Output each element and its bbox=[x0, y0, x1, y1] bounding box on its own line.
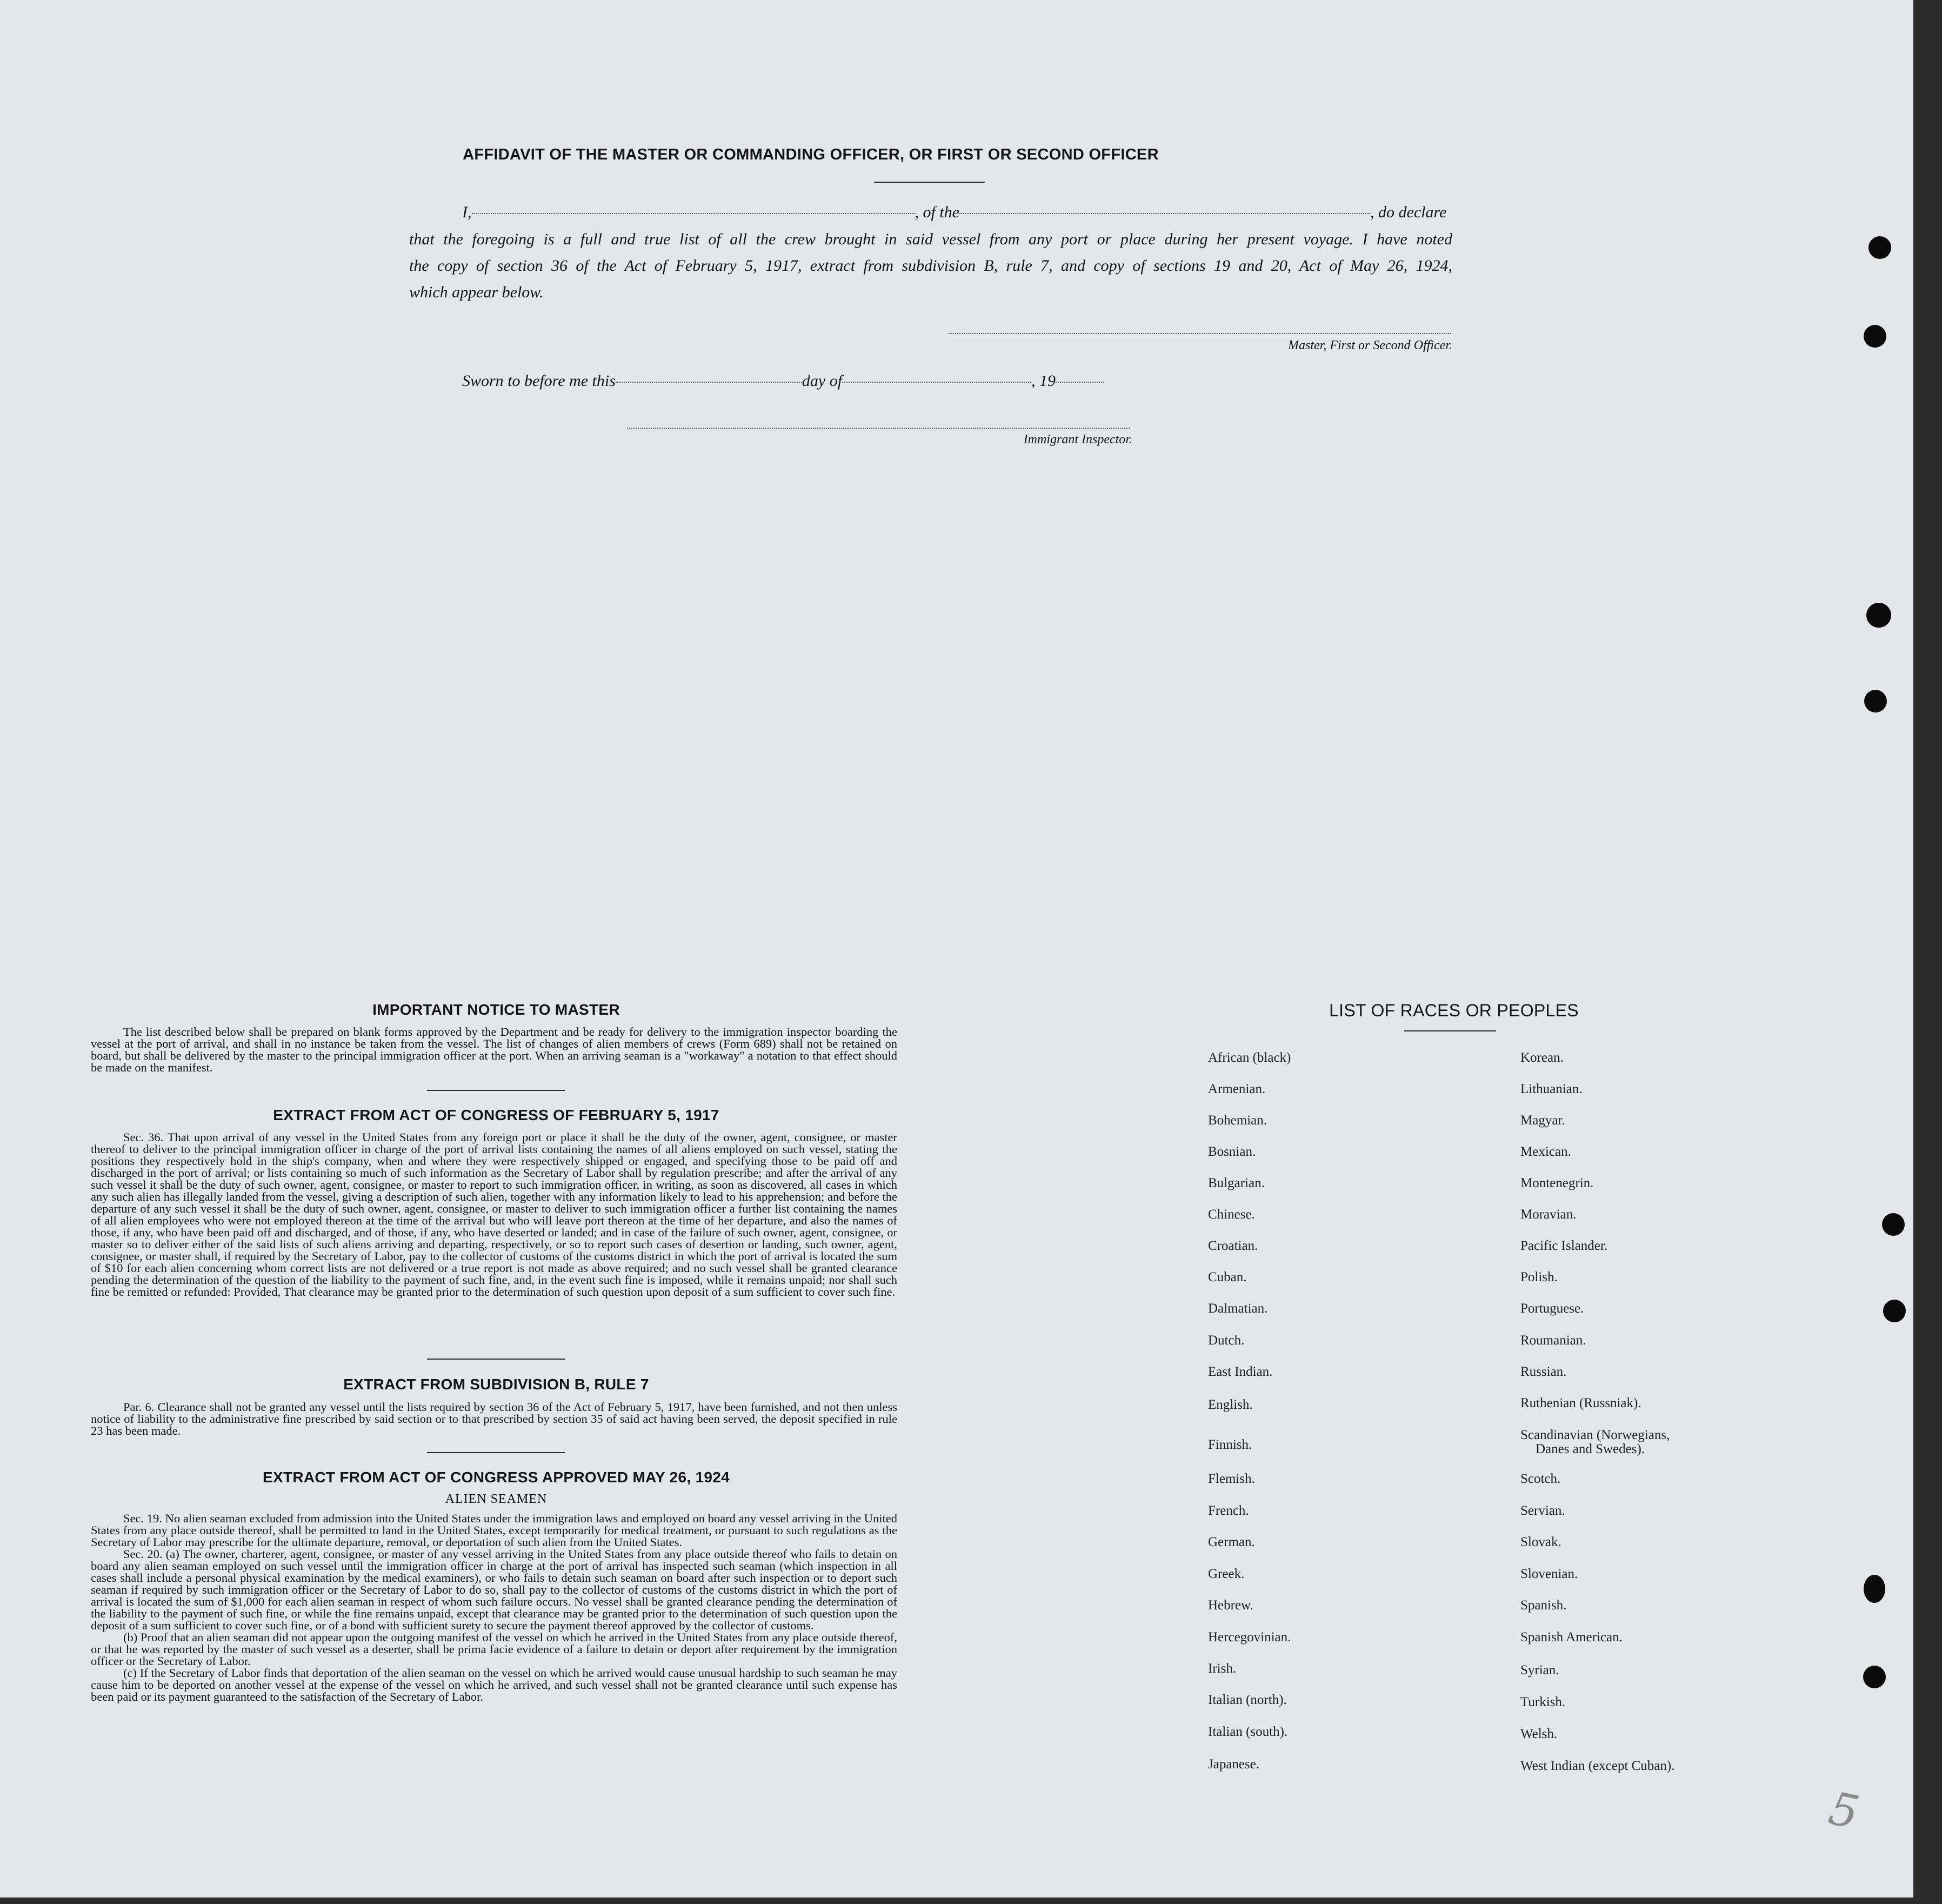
race-item: Chinese. bbox=[1208, 1207, 1255, 1222]
rule-2 bbox=[427, 1359, 565, 1360]
race-item: Servian. bbox=[1520, 1503, 1565, 1518]
races-rule bbox=[1404, 1030, 1496, 1031]
race-item: Polish. bbox=[1520, 1270, 1558, 1284]
punch-hole-icon bbox=[1868, 236, 1891, 259]
race-item: Cuban. bbox=[1208, 1270, 1247, 1284]
race-item: Slovak. bbox=[1520, 1535, 1561, 1549]
race-item: Lithuanian. bbox=[1520, 1082, 1583, 1096]
name-blank[interactable] bbox=[472, 212, 915, 214]
race-item: Korean. bbox=[1520, 1050, 1564, 1065]
race-item: Bohemian. bbox=[1208, 1113, 1267, 1128]
race-item: Italian (south). bbox=[1208, 1725, 1288, 1739]
extract-1924-text bbox=[91, 1513, 897, 1703]
race-item: Dalmatian. bbox=[1208, 1301, 1268, 1316]
extract-1924-subtitle: ALIEN SEAMEN bbox=[445, 1492, 548, 1506]
race-item: Moravian. bbox=[1520, 1207, 1577, 1222]
race-item: Irish. bbox=[1208, 1661, 1237, 1676]
race-item: African (black) bbox=[1208, 1050, 1291, 1065]
affidavit-line-4: which appear below. bbox=[409, 283, 544, 301]
race-item: Armenian. bbox=[1208, 1082, 1266, 1096]
line1-declare: , do declare bbox=[1370, 203, 1447, 221]
race-item: Danes and Swedes). bbox=[1536, 1442, 1645, 1456]
race-item: Scandinavian (Norwegians, bbox=[1520, 1428, 1670, 1442]
race-item: Flemish. bbox=[1208, 1472, 1255, 1486]
line1-i: I, bbox=[462, 203, 472, 221]
race-item: Slovenian. bbox=[1520, 1567, 1578, 1581]
punch-hole-icon bbox=[1882, 1213, 1905, 1236]
rule-1 bbox=[427, 1090, 565, 1091]
race-item: Hebrew. bbox=[1208, 1598, 1253, 1613]
race-item: German. bbox=[1208, 1535, 1255, 1549]
race-item: West Indian (except Cuban). bbox=[1520, 1759, 1675, 1773]
vessel-blank[interactable] bbox=[959, 212, 1370, 214]
sworn-year-label: , 19 bbox=[1031, 372, 1056, 390]
sworn-year-blank[interactable] bbox=[1056, 381, 1104, 383]
race-item: Magyar. bbox=[1520, 1113, 1565, 1128]
sec-20a-paragraph: Sec. 20. (a) The owner, charterer, agent, consignee, or master of any vessel arriving in the United States from any place outside thereof who fails to detain on board any alien seaman employed on such vessel until the immigration officer in charge at the port of arrival has inspected such seaman (which inspection in all cases shall include a personal physical examination by the medical examiners), or who fails to detain such seaman on board after such inspection or to deport such seaman if required by such immigration officer or the Secretary of Labor to do so, shall pay to the collector of customs of the customs district in which the port of arrival is located the sum of $1,000 for each alien seaman in respect of whom such failure occurs. No vessel shall be granted clearance pending the determination of the liability to the payment of such fine, or while the fine remains unpaid, except that clearance may be granted prior to the determination of such question upon the deposit of a sum sufficient to cover such fine, or of a bond with sufficient surety to secure the payment thereof approved by the collector of customs. bbox=[91, 1547, 897, 1632]
sec-19-paragraph: Sec. 19. No alien seaman excluded from admission into the United States under the immigration laws and employed on board any vessel arriving in the United States from any place outside thereof, shall be permitted to land in the United States, except temporarily for medical treatment, or pursuant to such regulations as the Secretary of Labor may prescribe for the ultimate departure, removal, or deportation of such alien from the United States. bbox=[91, 1512, 897, 1549]
race-item: Croatian. bbox=[1208, 1239, 1258, 1253]
race-item: Montenegrin. bbox=[1520, 1176, 1594, 1190]
affidavit-title: AFFIDAVIT OF THE MASTER OR COMMANDING OFFICER, OR FIRST OR SECOND OFFICER bbox=[463, 146, 1159, 163]
punch-hole-icon bbox=[1883, 1300, 1906, 1322]
punch-hole-icon bbox=[1863, 1666, 1886, 1688]
notice-paragraph: The list described below shall be prepared on blank forms approved by the Department and be ready for delivery to the immigration inspector boarding the vessel at the port of arrival, and shall in no instance be taken from the vessel. The list of changes of alien members of crews (Form 689) shall not be retained on board, but shall be delivered by the master to the principal immigration officer at the port. When an arriving seaman is a "workaway" a notation to that effect should be made on the manifest. bbox=[91, 1025, 897, 1074]
race-item: Dutch. bbox=[1208, 1333, 1245, 1348]
race-item: Ruthenian (Russniak). bbox=[1520, 1396, 1641, 1410]
race-item: Hercegovinian. bbox=[1208, 1630, 1291, 1645]
race-item: Portuguese. bbox=[1520, 1301, 1584, 1316]
punch-hole-icon bbox=[1866, 603, 1891, 628]
punch-hole-icon bbox=[1864, 690, 1887, 713]
race-item: Pacific Islander. bbox=[1520, 1239, 1608, 1253]
sec-36-paragraph: Sec. 36. That upon arrival of any vessel in the United States from any foreign port or place it shall be the duty of the owner, agent, consignee, or master thereof to deliver to the principal immigration officer in charge of the port of arrival lists containing the names of all aliens employed on such vessel, stating the positions they respectively hold in the ship's company, when and where they were respectively shipped or engaged, and specifying those to be paid off and discharged in the port of arrival; or lists containing so much of such information as the Secretary of Labor shall by regulation prescribe; and after the arrival of any such vessel it shall be the duty of such owner, agent, consignee, or master to report to such immigration officer, in writing, as soon as discovered, all cases in which any such alien has illegally landed from the vessel, giving a description of such alien, together with any information likely to lead to his apprehension; and before the departure of any such vessel it shall be the duty of such owner, agent, consignee, or master to deliver to such immigration officer a further list containing the names of all alien employees who were not employed thereon at the time of the arrival but who will leave port thereon at the time of her departure, and also the names of those, if any, who have been paid off and discharged, and of those, if any, who have deserted or landed; and in case of the failure of such owner, agent, consignee, or master so to deliver either of the said lists of such aliens arriving and departing, respectively, or so to report such cases of desertion or landing, such owner, agent, consignee, or master shall, if required by the Secretary of Labor, pay to the collector of customs of the customs district in which the port of arrival is located the sum of $10 for each alien concerning whom correct lists are not delivered or a true report is not made as above required; and no such vessel shall be granted clearance pending the determination of the question of the liability to the payment of such fine, and, in the event such fine is imposed, while it remains unpaid; nor shall such fine be remitted or refunded: Provided, That clearance may be granted prior to the determination of such question upon deposit of a sum sufficient to cover such fine. bbox=[91, 1130, 897, 1299]
punch-hole-icon bbox=[1864, 1575, 1885, 1603]
notice-title: IMPORTANT NOTICE TO MASTER bbox=[372, 1001, 620, 1018]
punch-hole-icon bbox=[1864, 325, 1886, 348]
race-item: Italian (north). bbox=[1208, 1693, 1287, 1707]
inspector-label: Immigrant Inspector. bbox=[1023, 432, 1132, 447]
races-title: LIST OF RACES OR PEOPLES bbox=[1329, 1001, 1579, 1020]
race-item: English. bbox=[1208, 1397, 1253, 1412]
rule-7-title: EXTRACT FROM SUBDIVISION B, RULE 7 bbox=[343, 1376, 649, 1393]
race-item: Greek. bbox=[1208, 1567, 1245, 1581]
extract-1917-text bbox=[91, 1131, 897, 1298]
master-label: Master, First or Second Officer. bbox=[1288, 338, 1452, 352]
race-item: Turkish. bbox=[1520, 1695, 1566, 1709]
sworn-prefix: Sworn to before me this bbox=[462, 372, 616, 390]
notice-text bbox=[91, 1026, 897, 1074]
race-item: Welsh. bbox=[1520, 1727, 1558, 1741]
race-item: Japanese. bbox=[1208, 1757, 1260, 1772]
affidavit-line-2: that the foregoing is a full and true list of all the crew brought in said vessel from any port or place during her present voyage. I have noted bbox=[409, 230, 1452, 248]
rule-3 bbox=[427, 1452, 565, 1453]
race-item: Scotch. bbox=[1520, 1472, 1561, 1486]
sworn-day-label: day of bbox=[802, 372, 843, 390]
sworn-day-blank[interactable] bbox=[616, 381, 802, 383]
sworn-line bbox=[462, 368, 1104, 395]
race-item: Spanish. bbox=[1520, 1598, 1567, 1613]
title-rule bbox=[874, 182, 985, 183]
affidavit-line-1 bbox=[462, 199, 1446, 226]
master-signature-line[interactable] bbox=[949, 333, 1451, 334]
extract-1917-title: EXTRACT FROM ACT OF CONGRESS OF FEBRUARY 5, 1917 bbox=[273, 1107, 719, 1123]
extract-1924-title: EXTRACT FROM ACT OF CONGRESS APPROVED MAY 26, 1924 bbox=[263, 1469, 730, 1486]
race-item: Russian. bbox=[1520, 1364, 1567, 1379]
race-item: Bosnian. bbox=[1208, 1144, 1256, 1159]
sec-20b-paragraph: (b) Proof that an alien seaman did not appear upon the outgoing manifest of the vessel on which he arrived in the United States from any place outside thereof, or that he was reported by the master of such vessel as a deserter, shall be prima facie evidence of a failure to detain or deport after requirement by the immigration officer or the Secretary of Labor. bbox=[91, 1630, 897, 1668]
rule-7-text bbox=[91, 1401, 897, 1437]
race-item: East Indian. bbox=[1208, 1364, 1273, 1379]
race-item: Roumanian. bbox=[1520, 1333, 1586, 1348]
race-item: Mexican. bbox=[1520, 1144, 1571, 1159]
race-item: Syrian. bbox=[1520, 1663, 1559, 1677]
race-item: French. bbox=[1208, 1503, 1249, 1518]
race-item: Finnish. bbox=[1208, 1437, 1252, 1452]
line1-of: , of the bbox=[915, 203, 959, 221]
sec-20c-paragraph: (c) If the Secretary of Labor finds that deportation of the alien seaman on the vessel on which he arrived would cause unusual hardship to such seaman he may cause him to be deported on another vessel at the expense of the vessel on which he arrived, and such vessel shall not be granted clearance until such expense has been paid or its payment guaranteed to the satisfaction of the Secretary of Labor. bbox=[91, 1666, 897, 1703]
handwritten-page-number: 5 bbox=[1824, 1781, 1864, 1840]
inspector-signature-line[interactable] bbox=[627, 428, 1130, 429]
sworn-month-blank[interactable] bbox=[842, 381, 1031, 383]
race-item: Bulgarian. bbox=[1208, 1176, 1265, 1190]
race-item: Spanish American. bbox=[1520, 1630, 1623, 1645]
affidavit-line-3: the copy of section 36 of the Act of February 5, 1917, extract from subdivision B, rule 7, and copy of sections 19 and 20, Act of May 26, 1924, bbox=[409, 257, 1452, 275]
par-6-paragraph: Par. 6. Clearance shall not be granted any vessel until the lists required by section 36 of the Act of February 5, 1917, have been furnished, and not then unless notice of liability to the administrative fine prescribed by said section or to that prescribed by section 35 of said act having been served, the deposit specified in rule 23 has been made. bbox=[91, 1400, 897, 1437]
